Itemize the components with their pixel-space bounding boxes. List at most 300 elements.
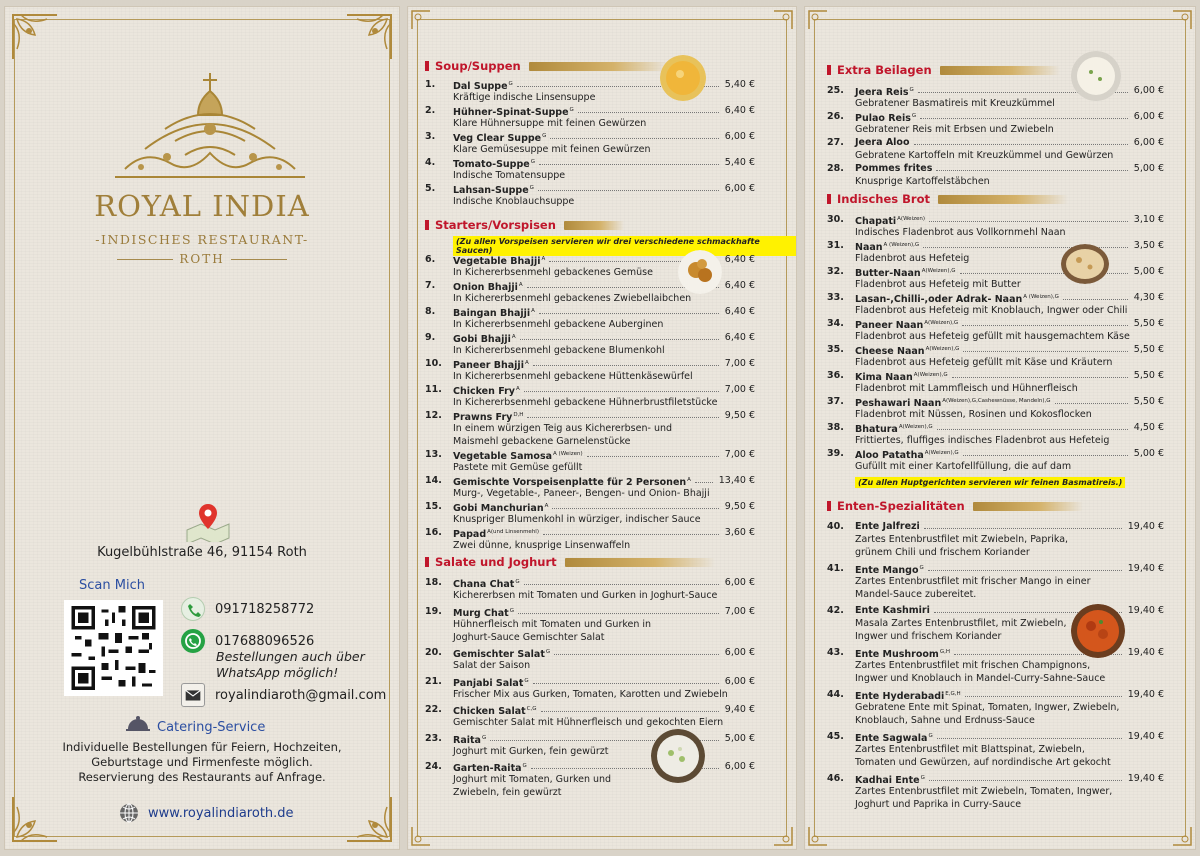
item-description: Fladenbrot aus Hefeteig gefüllt mit hausgemachtem Käse (855, 331, 1130, 342)
item-price: 6,40 € (724, 254, 755, 265)
section-divider (940, 66, 1060, 75)
item-number: 12. (425, 410, 442, 421)
allergen-code: A (541, 256, 546, 262)
item-name-text: Onion Bhajji (453, 282, 518, 293)
item-description: Gufüllt mit einer Kartofellfüllung, die auf dam (855, 461, 1072, 472)
allergen-code: A (511, 334, 516, 340)
menu-item (425, 605, 755, 644)
catering-line: Reservierung des Restaurants auf Anfrage. (78, 770, 326, 784)
section-bullet (827, 501, 831, 511)
item-description: In einem würzigen Teig aus Kichererbsen- und (453, 423, 673, 434)
item-price: 19,40 € (1127, 647, 1164, 658)
item-name (855, 136, 910, 149)
item-description: Hühnerfleisch mit Tomaten und Gurken in (453, 618, 652, 630)
leader-dots (920, 110, 1128, 119)
allergen-code: A(Weizen) (897, 216, 925, 222)
item-price: 6,40 € (724, 306, 755, 317)
allergen-code: A (Weizen),G (1023, 294, 1059, 300)
allergen-code: G (920, 775, 925, 781)
item-number: 37. (827, 396, 844, 407)
allergen-code: G,H (939, 649, 950, 655)
leader-dots (539, 156, 719, 165)
section-bullet (827, 194, 831, 204)
item-price: 6,40 € (724, 332, 755, 343)
item-number: 27. (827, 137, 844, 148)
allergen-code: A (524, 360, 529, 366)
menu-item (425, 130, 755, 156)
section-title: Extra Beilagen (837, 63, 932, 77)
whatsapp-number[interactable]: 017688096526 (215, 633, 315, 649)
menu-item (425, 703, 755, 729)
leader-dots (552, 500, 719, 509)
allergen-code: A (518, 282, 523, 288)
item-price: 3,10 € (1133, 214, 1164, 225)
item-description: Fladenbrot mit Lammfleisch und Hühnerfleisch (855, 383, 1078, 394)
item-name-text: Chana Chat (453, 579, 515, 590)
item-name-text: Lasan-,Chilli-,oder Adrak- Naan (855, 294, 1023, 305)
leader-dots (937, 730, 1122, 739)
allergen-code: A(Weizen),G (924, 450, 959, 456)
item-name-text: Dal Suppe (453, 81, 508, 92)
item-name-text: Peshawari Naan (855, 398, 942, 409)
menu-item (827, 317, 1164, 343)
item-price: 19,40 € (1127, 605, 1164, 616)
allergen-code: A(Weizen),G (925, 346, 960, 352)
item-name-text: Kima Naan (855, 372, 913, 383)
item-name-text: Chicken Fry (453, 386, 515, 397)
allergen-code: A(Weizen),G,Cashewnüsse, Mandeln),G (942, 398, 1051, 404)
leader-dots (543, 526, 719, 535)
item-number: 35. (827, 344, 844, 355)
leader-dots (539, 305, 719, 314)
item-name-text: Aloo Patatha (855, 450, 924, 461)
item-price: 6,00 € (724, 131, 755, 142)
item-description: In Kichererbsenmehl gebackenes Gemüse (453, 267, 653, 278)
item-number: 41. (827, 563, 844, 574)
soup-photo (660, 55, 706, 101)
section-divider (565, 558, 715, 567)
item-description: Zartes Entenbrustfilet mit frischer Mango in einer (855, 576, 1091, 587)
item-number: 19. (425, 605, 442, 617)
menu-item (827, 772, 1164, 811)
leader-dots (965, 688, 1122, 697)
item-price: 4,30 € (1133, 292, 1164, 303)
item-price: 6,00 € (724, 647, 755, 658)
menu-item (827, 110, 1164, 136)
menu-item (425, 357, 755, 383)
item-name-text: Chapati (855, 216, 897, 227)
item-name-text: Paneer Naan (855, 320, 924, 331)
item-number: 16. (425, 527, 442, 538)
item-price: 5,00 € (1133, 448, 1164, 459)
item-price: 5,00 € (1133, 266, 1164, 277)
leader-dots (695, 474, 713, 483)
allergen-code: G (545, 649, 551, 655)
leader-dots (952, 369, 1128, 378)
menu-item (827, 562, 1164, 601)
item-number: 44. (827, 689, 844, 700)
menu-item (425, 383, 755, 409)
allergen-code: D,H (513, 412, 524, 418)
item-number: 10. (425, 358, 442, 369)
allergen-code: G (911, 113, 917, 119)
email-address[interactable]: royalindiaroth@gmail.com (215, 687, 387, 703)
item-number: 33. (827, 292, 844, 303)
leader-dots (538, 182, 719, 191)
item-price: 5,50 € (1133, 370, 1164, 381)
item-name-text: Chicken Salat (453, 706, 526, 717)
item-name-text: Tomato-Suppe (453, 159, 530, 170)
corner-ornament-icon (410, 9, 432, 31)
item-name-text: Gemischter Salat (453, 649, 545, 660)
item-description: Kräftige indische Linsensuppe (453, 92, 596, 103)
brand-subtitle: -INDISCHES RESTAURANT- (95, 232, 309, 247)
leader-dots (937, 421, 1128, 430)
item-number: 20. (425, 647, 442, 658)
menu-panel-middle (407, 6, 797, 850)
item-description: Joghurt und Paprika in Curry-Sauce (855, 799, 1022, 810)
item-name (855, 520, 920, 533)
corner-ornament-icon (410, 825, 432, 847)
leader-dots (914, 136, 1128, 145)
allergen-code: E,G,H (945, 691, 961, 697)
leader-dots (524, 576, 719, 585)
item-price: 6,00 € (724, 675, 755, 687)
leader-dots (963, 343, 1128, 352)
section-heading-salads (425, 555, 715, 569)
item-number: 18. (425, 577, 442, 588)
item-name-text: Paneer Bhajji (453, 360, 524, 371)
section-note: (Zu allen Huptgerichten servieren wir feinen Basmatireis.) (855, 477, 1125, 488)
corner-ornament-icon (1171, 825, 1193, 847)
item-name-text: Prawns Fry (453, 412, 513, 423)
bhajji-photo (678, 250, 722, 294)
item-description: Kichererbsen mit Tomaten und Gurken in Joghurt-Sauce (453, 590, 718, 601)
item-name-text: Panjabi Salat (453, 677, 524, 689)
item-price: 6,00 € (724, 761, 755, 772)
allergen-code: A (531, 308, 535, 314)
item-number: 24. (425, 761, 442, 772)
item-name-text: Ente Mushroom (855, 649, 939, 660)
menu-item (827, 688, 1164, 727)
item-description: Gemischter Salat mit Hühnerfleisch und gekochten Eiern (453, 717, 724, 728)
item-number: 1. (425, 79, 436, 90)
menu-item (425, 576, 755, 602)
item-name-text: Lahsan-Suppe (453, 185, 529, 196)
item-description: In Kichererbsenmehl gebackene Hühnerbrustfiletstücke (453, 397, 718, 408)
item-price: 7,00 € (724, 384, 755, 395)
allergen-code: A (Weizen) (553, 451, 583, 457)
item-name-text: Pommes frites (855, 163, 933, 174)
item-number: 28. (827, 163, 844, 174)
item-number: 42. (827, 605, 844, 616)
item-description: Fladenbrot aus Hefeteig mit Butter (855, 279, 1021, 290)
item-description: Maismehl gebackene Garnelenstücke (453, 436, 631, 447)
item-price: 5,00 € (724, 732, 755, 744)
item-name-text: Naan (855, 242, 883, 253)
globe-icon (118, 802, 140, 824)
menu-item (827, 395, 1164, 421)
menu-item (425, 500, 755, 526)
item-description: Indische Knoblauchsuppe (453, 196, 575, 207)
menu-item (827, 343, 1164, 369)
menu-item (425, 526, 755, 552)
allergen-code: G (542, 133, 547, 139)
leader-dots (924, 520, 1122, 529)
item-price: 5,50 € (1133, 344, 1164, 355)
section-heading-starters (425, 218, 624, 232)
item-name-text: Ente Kashmiri (855, 605, 930, 616)
item-description: Zartes Entenbrustfilet mit Blattspinat, Zwiebeln, (855, 744, 1085, 755)
item-name-text: Vegetable Samosa (453, 451, 553, 462)
item-price: 6,00 € (724, 183, 755, 194)
allergen-code: G (529, 185, 534, 191)
corner-ornament-icon (7, 791, 63, 847)
item-description: Tomaten und Gewürzen, auf nordindische Art gekocht (855, 757, 1111, 768)
item-price: 19,40 € (1127, 689, 1164, 700)
item-description: Indische Tomatensuppe (453, 170, 566, 181)
allergen-code: G (928, 733, 933, 739)
item-number: 2. (425, 105, 436, 116)
item-description: Gebratener Reis mit Erbsen und Zwiebeln (855, 124, 1054, 135)
catering-text (5, 740, 399, 785)
item-number: 23. (425, 732, 442, 744)
item-description: Fladenbrot mit Nüssen, Rosinen und Kokosflocken (855, 409, 1092, 420)
item-description: Fladenbrot aus Hefeteig mit Knoblauch, Ingwer oder Chili (855, 305, 1128, 316)
allergen-code: A (687, 477, 691, 483)
item-number: 39. (827, 448, 844, 459)
leader-dots (533, 357, 719, 366)
corner-ornament-icon (772, 9, 794, 31)
item-description: Murg-, Vegetable-, Paneer-, Bengen- und Onion- Bhajji (453, 488, 710, 499)
menu-item (425, 331, 755, 357)
item-number: 15. (425, 501, 442, 512)
item-number: 14. (425, 475, 442, 486)
crown-logo-icon (105, 69, 315, 187)
menu-item (827, 421, 1164, 447)
menu-item (425, 409, 755, 448)
item-description: Gebratene Kartoffeln mit Kreuzkümmel und Gewürzen (855, 150, 1114, 161)
allergen-code: G (524, 677, 529, 684)
menu-item (425, 474, 755, 500)
item-price: 7,00 € (724, 449, 755, 460)
item-description: In Kichererbsenmehl gebackene Blumenkohl (453, 345, 665, 356)
section-bullet (425, 557, 429, 567)
item-name-text: Gemischte Vorspeisenplatte für 2 Personen (453, 477, 687, 488)
item-number: 7. (425, 280, 436, 291)
item-number: 32. (827, 266, 844, 277)
item-name (855, 162, 932, 175)
menu-item (425, 675, 755, 701)
brand-city (5, 252, 399, 266)
item-number: 4. (425, 157, 436, 168)
item-price: 19,40 € (1127, 521, 1164, 532)
item-name-text: Gobi Bhajji (453, 334, 511, 345)
catering-title: Catering-Service (157, 720, 266, 735)
corner-ornament-icon (7, 9, 63, 65)
menu-item (425, 104, 755, 130)
menu-item (425, 305, 755, 331)
menu-item (425, 732, 755, 758)
item-description: Frittiertes, fluffiges indisches Fladenbrot aus Hefeteig (855, 435, 1110, 446)
section-divider (529, 62, 669, 71)
menu-item (827, 136, 1164, 162)
corner-ornament-icon (807, 9, 829, 31)
item-name-text: Ente Sagwala (855, 733, 928, 744)
website-row[interactable] (118, 802, 294, 824)
item-price: 5,50 € (1133, 318, 1164, 329)
item-name-text: Bhatura (855, 424, 898, 435)
item-price: 9,50 € (724, 410, 755, 421)
whatsapp-note-line: Bestellungen auch über (216, 649, 365, 664)
item-price: 5,40 € (724, 79, 755, 90)
item-number: 40. (827, 521, 844, 532)
item-description: Klare Hühnersuppe mit feinen Gewürzen (453, 118, 647, 129)
menu-item (827, 369, 1164, 395)
item-description: Joghurt mit Tomaten, Gurken und (453, 774, 612, 785)
phone-number[interactable]: 091718258772 (215, 601, 315, 617)
leader-dots (962, 317, 1128, 326)
item-number: 13. (425, 449, 442, 460)
whatsapp-note (216, 649, 365, 681)
section-title: Starters/Vorspisen (435, 218, 556, 232)
item-number: 11. (425, 384, 442, 395)
leader-dots (587, 448, 719, 457)
map-pin-icon[interactable] (183, 500, 233, 542)
item-description: Klare Gemüsesuppe mit feinen Gewürzen (453, 144, 651, 155)
corner-ornament-icon (807, 825, 829, 847)
item-price: 5,50 € (1133, 396, 1164, 407)
item-name-text: Jeera Aloo (855, 137, 910, 148)
item-price: 5,40 € (724, 157, 755, 168)
leader-dots (541, 703, 719, 712)
item-description: grünem Chili und frischem Koriander (855, 547, 1030, 558)
qr-code[interactable] (64, 600, 163, 696)
menu-item (425, 760, 755, 799)
item-number: 26. (827, 111, 844, 122)
item-name-text: Hühner-Spinat-Suppe (453, 107, 569, 118)
item-description: Ingwer und Knoblauch in Mandel-Curry-Sahne-Sauce (855, 673, 1106, 684)
item-name-text: Butter-Naan (855, 268, 921, 279)
leader-dots (928, 562, 1122, 571)
item-price: 5,00 € (1133, 163, 1164, 174)
item-name-text: Pulao Reis (855, 113, 911, 124)
item-number: 31. (827, 240, 844, 251)
item-number: 21. (425, 675, 442, 687)
menu-item (425, 156, 755, 182)
section-heading-extras (827, 63, 1060, 77)
item-name-text: Vegetable Bhajji (453, 256, 541, 267)
item-number: 9. (425, 332, 436, 343)
item-price: 6,00 € (1133, 111, 1164, 122)
allergen-code: G (569, 107, 574, 113)
item-description: Zwei dünne, knusprige Linsenwaffeln (453, 540, 631, 551)
item-name-text: Baingan Bhajji (453, 308, 531, 319)
allergen-code: A(Weizen),G (924, 320, 959, 326)
corner-ornament-icon (341, 9, 397, 65)
menu-item (827, 265, 1164, 291)
whatsapp-icon (181, 629, 205, 653)
item-price: 19,40 € (1127, 773, 1164, 784)
leader-dots (518, 605, 719, 614)
item-name-text: Jeera Reis (855, 87, 909, 98)
item-number: 25. (827, 85, 844, 96)
duck-curry-photo (1071, 604, 1125, 658)
item-price: 9,50 € (724, 501, 755, 512)
item-price: 6,00 € (1133, 85, 1164, 96)
allergen-code: G (515, 579, 520, 585)
item-description: Knusprige Kartoffelstäbchen (855, 176, 990, 187)
address: Kugelbühlstraße 46, 91154 Roth (97, 545, 307, 560)
allergen-code: G (919, 565, 924, 571)
leader-dots (1063, 291, 1128, 300)
item-description: Fladenbrot aus Hefeteig (855, 253, 970, 264)
leader-dots (520, 331, 719, 340)
leader-dots (963, 447, 1128, 456)
allergen-code: A(und Linsenmehl) (487, 529, 539, 535)
item-name-text: Kadhai Ente (855, 775, 920, 786)
item-description: Gebratener Basmatireis mit Kreuzkümmel (855, 98, 1055, 109)
item-description: Knuspriger Blumenkohl in würziger, indischer Sauce (453, 514, 701, 525)
item-number: 30. (827, 214, 844, 225)
allergen-code: G (508, 81, 513, 87)
email-row[interactable] (181, 683, 386, 707)
menu-item (827, 447, 1164, 473)
item-price: 6,00 € (724, 577, 755, 588)
website-link[interactable]: www.royalindiaroth.de (148, 805, 294, 821)
allergen-code: A (544, 503, 549, 509)
item-number: 5. (425, 183, 436, 194)
section-heading-bread (827, 192, 1068, 206)
catering-line: Geburtstage und Firmenfeste möglich. (91, 755, 313, 769)
menu-item (425, 646, 755, 672)
section-bullet (425, 220, 429, 230)
corner-ornament-icon (1171, 9, 1193, 31)
item-description: In Kichererbsenmehl gebackenes Zwiebellaibchen (453, 293, 692, 304)
section-title: Indisches Brot (837, 192, 930, 206)
phone-row[interactable] (181, 597, 314, 621)
item-number: 46. (827, 773, 844, 784)
email-icon (181, 683, 205, 707)
leader-dots (533, 675, 719, 684)
menu-item (827, 520, 1164, 559)
item-description: Zartes Entenbrustfilet mit frischen Champignons, (855, 660, 1091, 671)
menu-item (827, 162, 1164, 188)
allergen-code: A(Weizen),G (913, 372, 948, 378)
item-description: Fladenbrot aus Hefeteig gefüllt mit Käse und Kräutern (855, 357, 1113, 368)
leader-dots (1055, 395, 1128, 404)
item-name-text: Ente Mango (855, 565, 919, 576)
leader-dots (929, 772, 1122, 781)
section-bullet (425, 61, 429, 71)
leader-dots (929, 213, 1128, 222)
leader-dots (936, 162, 1128, 171)
item-description: In Kichererbsenmehl gebackene Hüttenkäsewürfel (453, 371, 693, 382)
item-price: 9,40 € (724, 704, 755, 715)
section-divider (564, 221, 624, 230)
item-name-text: Raita (453, 734, 481, 746)
leader-dots (524, 383, 719, 392)
item-number: 36. (827, 370, 844, 381)
item-price: 19,40 € (1127, 731, 1164, 742)
item-description: Joghurt mit Gurken, fein gewürzt (453, 745, 609, 757)
allergen-code: G (509, 607, 514, 614)
brand-city-label: ROTH (179, 252, 225, 266)
section-divider (938, 195, 1068, 204)
item-description: Zartes Entenbrustfilet mit Zwiebeln, Tomaten, Ingwer, (855, 786, 1113, 797)
item-name (855, 604, 930, 617)
menu-item (827, 213, 1164, 239)
